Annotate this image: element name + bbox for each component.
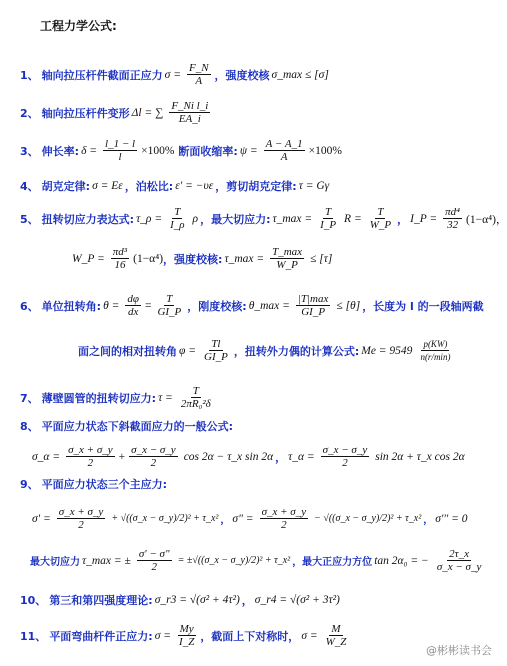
formula-row-4	[20, 178, 331, 194]
item-label: 薄壁圆管的扭转切应力:	[41, 391, 157, 405]
fraction: $\frac{l\_1 - l}{l}$	[105, 138, 136, 163]
fraction: $\frac{T\_\max}{W\_P}$	[272, 246, 303, 271]
math-text: ×100%	[308, 144, 342, 157]
item-number: 10、	[20, 594, 47, 607]
math-expr: φ =	[179, 344, 196, 357]
item-number: 5、	[20, 212, 39, 226]
fraction: $\frac{\sigma\_x - \sigma\_y}{2}$	[322, 444, 368, 469]
item-label: ，强度校核	[214, 68, 270, 82]
page-title: 工程力学公式:	[40, 19, 117, 33]
math-expr: I_P =	[410, 212, 438, 225]
item-number: 2、	[20, 106, 39, 120]
formula-row-8-cont	[30, 444, 467, 469]
fraction: $\frac{\text{πd⁴}}{32}$	[445, 206, 460, 231]
math-expr: δ =	[81, 144, 98, 157]
math-text: = ±√((σ_x − σ_y)/2)² + τ_x²	[177, 555, 291, 566]
fraction: $\frac{\sigma\_x + \sigma\_y}{2}$	[261, 506, 307, 531]
fraction: $\frac{\sigma\_x + \sigma\_y}{2}$	[68, 444, 113, 469]
fraction: $\frac{T}{GI\_P}$	[157, 293, 182, 318]
formula-row-3	[20, 138, 342, 163]
math-text: R =	[344, 212, 362, 225]
math-expr: σ =	[301, 629, 318, 642]
fraction: $\frac{p(KW)}{n(r/\min)}$	[420, 339, 451, 362]
math-text: =	[144, 299, 152, 312]
math-expr: σ''' = 0	[435, 512, 468, 525]
item-label: ，	[423, 515, 434, 526]
math-text: ≤ [τ]	[310, 252, 333, 265]
item-number: 7、	[20, 391, 39, 405]
fraction: $\frac{T}{I\_P}$	[320, 206, 337, 231]
item-label: ，	[397, 212, 409, 226]
item-label: 胡克定律:	[41, 180, 91, 193]
item-label: ，	[275, 450, 287, 464]
math-text: cos 2α − τ_x sin 2α	[183, 450, 274, 463]
math-text: sin 2α + τ_x cos 2α	[375, 450, 465, 463]
item-label: 平面弯曲杆件正应力:	[49, 629, 153, 643]
item-number: 8、	[20, 420, 39, 433]
fraction: $\frac{\sigma\_x + \sigma\_y}{2}$	[58, 506, 104, 531]
item-label: 面之间的相对扭转角	[78, 344, 177, 358]
math-expr: σ =	[154, 629, 172, 642]
item-label: 第三和第四强度理论:	[49, 594, 153, 607]
math-expr: σ_r4 = √(σ² + 3τ²)	[254, 594, 340, 606]
item-label: 断面收缩率:	[178, 144, 238, 158]
math-expr: σ =	[164, 68, 181, 81]
math-expr: Me = 9549	[361, 344, 413, 357]
item-label: 轴向拉压杆件变形	[41, 106, 130, 120]
item-number: 6、	[20, 299, 39, 313]
item-label: ，扭转外力偶的计算公式:	[233, 344, 360, 358]
item-label: 扭转切应力表达式:	[41, 212, 135, 226]
math-text: − √((σ_x − σ_y)/2)² + τ_x²	[314, 513, 422, 524]
fraction: $\frac{2\tau\_x}{\sigma\_x - \sigma\_y}$	[436, 548, 482, 573]
item-number: 3、	[20, 144, 39, 158]
watermark-text: @彬彬读书会	[426, 644, 492, 657]
item-number: 1、	[20, 68, 39, 82]
item-label: 单位扭转角:	[41, 299, 102, 313]
math-expr: ε' = −υε	[175, 180, 214, 192]
math-text: ≤ [θ]	[336, 299, 361, 312]
math-expr: σ_max ≤ [σ]	[271, 68, 329, 81]
math-text: (1−α⁴)，	[466, 213, 507, 226]
formula-row-11	[20, 623, 352, 648]
math-expr: tan 2α₀ = −	[374, 554, 429, 567]
math-text: (1−α⁴)	[133, 252, 164, 265]
fraction: $\frac{My}{I\_Z}$	[179, 623, 195, 648]
formula-row-8	[20, 418, 233, 434]
fraction: $\frac{|T|\max}{GI\_P}$	[297, 293, 329, 318]
item-label: ，剪切胡克定律:	[215, 180, 297, 193]
item-label: ，长度为 l 的一段轴两截	[362, 299, 484, 313]
item-label: 伸长率:	[41, 144, 80, 158]
item-label: 平面应力状态三个主应力:	[41, 478, 168, 491]
formula-row-1	[20, 62, 331, 87]
formula-row-6	[20, 293, 484, 318]
fraction: $\frac{F\_N}{A}$	[188, 62, 209, 87]
math-text: ρ	[192, 212, 199, 225]
math-expr: τ =	[158, 391, 173, 404]
formula-row-5	[20, 206, 507, 231]
item-label: 最大切应力	[30, 557, 80, 568]
math-expr: τ = Gγ	[298, 180, 330, 192]
math-expr: τ_max =	[272, 212, 313, 225]
item-label: ，最大切应力:	[200, 212, 271, 226]
math-expr: σ_r3 = √(σ² + 4τ²)	[154, 594, 240, 606]
item-label: ，泊松比:	[124, 180, 174, 193]
fraction: $\frac{A - A\_1}{A}$	[265, 138, 303, 163]
item-number: 9、	[20, 478, 39, 491]
item-label: ，	[241, 594, 253, 607]
math-expr: θ_max =	[248, 299, 290, 312]
math-expr: τ_α =	[288, 450, 315, 463]
math-expr: τ_max = ±	[82, 554, 131, 567]
formula-row-5-cont	[70, 246, 334, 271]
item-label: ，	[220, 515, 231, 526]
item-label: ，截面上下对称时，	[200, 629, 300, 643]
item-label: ，强度校核:	[163, 252, 223, 266]
fraction: $\frac{M}{W\_Z}$	[325, 623, 347, 648]
fraction: $\frac{T}{I\_\rho}$	[170, 206, 185, 231]
math-expr: τ_max =	[224, 252, 265, 265]
math-expr: σ' =	[32, 512, 51, 525]
fraction: $\frac{\text{F\_Ni l\_i}}{EA\_i}$	[171, 100, 209, 125]
fraction: $\frac{T}{\text{2πR₀²δ}}$	[180, 385, 211, 410]
item-number: 4、	[20, 180, 39, 193]
math-expr: θ =	[103, 299, 120, 312]
fraction: $\frac{\sigma\_x - \sigma\_y}{2}$	[131, 444, 176, 469]
math-text: + √((σ_x − σ_y)/2)² + τ_x²	[111, 513, 219, 524]
fraction: $\frac{\text{πd³}}{16}$	[112, 246, 128, 271]
formula-row-9-max-shear	[30, 548, 487, 573]
math-expr: σ = Eε	[92, 180, 123, 192]
formula-row-6-cont	[78, 338, 456, 363]
item-label: ，刚度校核:	[187, 299, 247, 313]
math-expr: ψ =	[239, 144, 258, 157]
fraction: $\frac{\sigma' - \sigma"}{2}$	[138, 548, 170, 573]
formula-row-2	[20, 100, 214, 125]
fraction: $\frac{Tl}{GI\_P}$	[204, 338, 228, 363]
math-expr: σ_α =	[32, 450, 61, 463]
formula-row-7	[20, 385, 217, 410]
math-text: +	[118, 450, 126, 463]
math-text: ×100%	[141, 144, 175, 157]
item-number: 11、	[20, 629, 47, 643]
math-expr: Δl = ∑	[131, 106, 164, 119]
fraction: $\frac{T}{W\_P}$	[369, 206, 392, 231]
fraction: $\frac{d\varphi}{dx}$	[127, 293, 139, 318]
item-label: 平面应力状态下斜截面应力的一般公式:	[41, 420, 234, 433]
item-label: ，最大正应力方位	[292, 557, 373, 568]
formula-row-9	[20, 476, 167, 492]
formula-row-10	[20, 592, 342, 608]
formula-row-9-cont	[30, 506, 470, 531]
item-label: 轴向拉压杆件截面正应力	[41, 68, 163, 82]
math-expr: σ" =	[232, 512, 254, 525]
math-expr: W_P =	[72, 252, 105, 265]
math-expr: τ_ρ =	[136, 212, 163, 225]
